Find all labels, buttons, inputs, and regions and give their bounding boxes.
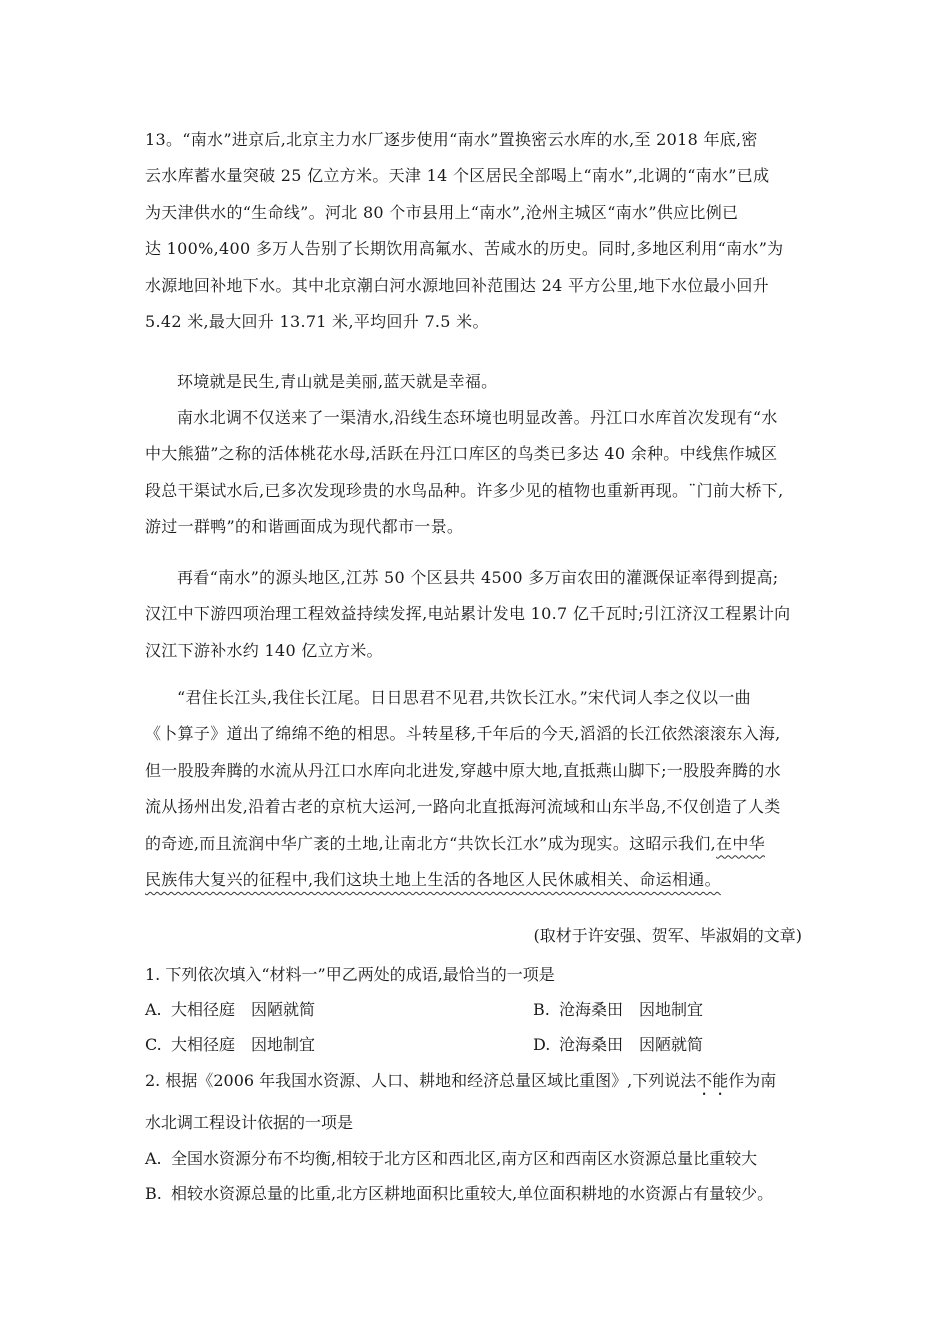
option-text: 全国水资源分布不均衡,相较于北方区和西北区,南方区和西南区水资源总量比重较大 xyxy=(171,1149,758,1168)
option-key: B. xyxy=(533,1000,550,1019)
text-line: 环境就是民生,青山就是美丽,蓝天就是幸福。 xyxy=(177,372,498,391)
option-text: 相较水资源总量的比重,北方区耕地面积比重较大,单位面积耕地的水资源占有量较少。 xyxy=(171,1184,774,1203)
option-key: D. xyxy=(533,1035,551,1054)
text-line xyxy=(145,826,813,862)
emphasized-text: 不能 xyxy=(696,1071,729,1090)
option-idiom: 沧海桑田 xyxy=(559,1000,624,1019)
paragraph-source-region xyxy=(145,560,813,669)
text-line: 《卜算子》道出了绵绵不绝的相思。斗转星移,千年后的今天,滔滔的长江依然滚滚东入海, xyxy=(145,724,781,744)
text-line: 流从扬州出发,沿着古老的京杭大运河,一路向北直抵海河流域和山东半岛,不仅创造了人类 xyxy=(145,797,781,817)
paragraph-ecology xyxy=(145,400,813,546)
text-line: 段总干渠试水后,已多次发现珍贵的水鸟品种。许多少见的植物也重新再现。¨门前大桥下, xyxy=(145,480,784,500)
option-key: B. xyxy=(145,1184,162,1203)
underlined-text-line: 民族伟大复兴的征程中,我们这块土地上生活的各地区人民休戚相关、命运相通。 xyxy=(145,870,721,890)
text-line: 中大熊猫”之称的活体桃花水母,活跃在丹江口库区的鸟类已多达 40 余种。中线焦作城区 xyxy=(145,444,778,464)
option-key: A. xyxy=(145,1000,162,1019)
question-2-option-a xyxy=(145,1146,757,1169)
paragraph-environment xyxy=(145,364,813,400)
text-line: 游过一群鸭”的和谐画面成为现代都市一景。 xyxy=(145,517,464,537)
text-line: “君住长江头,我住长江尾。日日思君不见君,共饮长江水。”宋代词人李之仪以一曲 xyxy=(177,688,751,707)
text-line: 5.42 米,最大回升 13.71 米,平均回升 7.5 米。 xyxy=(145,312,489,332)
text-line: 水源地回补地下水。其中北京潮白河水源地回补范围达 24 平方公里,地下水位最小回升 xyxy=(145,275,769,295)
option-idiom: 大相径庭 xyxy=(171,1035,236,1054)
question-1-stem: 1. 下列依次填入“材料一”甲乙两处的成语,最恰当的一项是 xyxy=(145,965,555,984)
question-2-option-b xyxy=(145,1181,773,1204)
text-line: 汉江下游补水约 140 亿立方米。 xyxy=(145,640,383,660)
question-1-option-c xyxy=(145,1032,315,1055)
text-line: 云水库蓄水量突破 25 亿立方米。天津 14 个区居民全部喝上“南水”,北调的“南水”已成 xyxy=(145,166,770,186)
text-line: 再看“南水”的源头地区,江苏 50 个区县共 4500 多万亩农田的灌溉保证率得到提高; xyxy=(177,568,779,587)
text-segment: 的奇迹,而且流润中华广袤的土地,让南北方“共饮长江水”成为现实。这昭示我们, xyxy=(145,833,717,853)
text-line: 汉江中下游四项治理工程效益持续发挥,电站累计发电 10.7 亿千瓦时;引江济汉工程累计向 xyxy=(145,604,791,624)
underlined-text: 在中华 xyxy=(716,833,765,853)
paragraph-13 xyxy=(145,122,813,340)
question-2-stem-continued: 水北调工程设计依据的一项是 xyxy=(145,1113,354,1132)
question-1-option-a xyxy=(145,997,315,1020)
option-idiom: 因地制宜 xyxy=(639,1000,704,1019)
question-1-option-d xyxy=(533,1032,703,1055)
stem-text: 作为南 xyxy=(728,1071,777,1090)
option-key: C. xyxy=(145,1035,162,1054)
option-idiom: 因地制宜 xyxy=(251,1035,316,1054)
text-line: 达 100%,400 多万人告别了长期饮用高氟水、苦咸水的历史。同时,多地区利用“南水”为 xyxy=(145,239,784,259)
question-2-stem xyxy=(145,1068,776,1099)
text-line: 但一股股奔腾的水流从丹江口水库向北进发,穿越中原大地,直抵燕山脚下;一股股奔腾的水 xyxy=(145,760,781,780)
text-line: 南水北调不仅送来了一渠清水,沿线生态环境也明显改善。丹江口水库首次发现有“水 xyxy=(177,408,778,427)
text-line: 13。“南水”进京后,北京主力水厂逐步使用“南水”置换密云水库的水,至 2018 年底,密 xyxy=(145,130,758,149)
option-key: A. xyxy=(145,1149,162,1168)
source-attribution: (取材于许安强、贺军、毕淑娟的文章) xyxy=(533,926,802,945)
text-line: 为天津供水的“生命线”。河北 80 个市县用上“南水”,沧州主城区“南水”供应比例已 xyxy=(145,202,739,222)
stem-text: 2. 根据《2006 年我国水资源、人口、耕地和经济总量区域比重图》,下列说法 xyxy=(145,1071,697,1090)
option-idiom: 因陋就简 xyxy=(251,1000,316,1019)
question-1-option-b xyxy=(533,997,703,1020)
paragraph-poem xyxy=(145,680,813,898)
option-idiom: 沧海桑田 xyxy=(559,1035,624,1054)
option-idiom: 大相径庭 xyxy=(171,1000,236,1019)
option-idiom: 因陋就简 xyxy=(639,1035,704,1054)
